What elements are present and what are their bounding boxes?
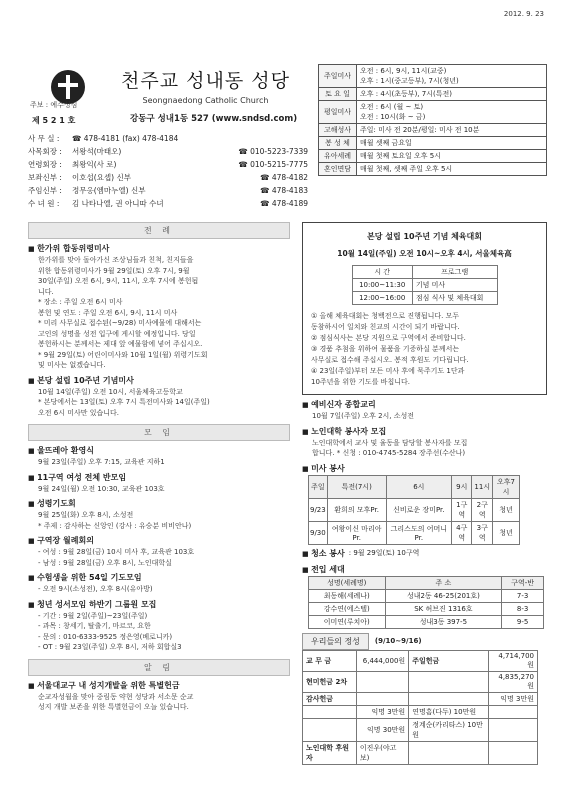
staff-label: 연령회장 : <box>28 160 62 169</box>
notice-title: ■ 예비신자 종합교리 <box>302 399 547 411</box>
notice-title: ■ 성령기도회 <box>28 498 290 510</box>
staff-name: 정무옹(엠마누엘) 신부 <box>72 186 146 195</box>
notice-text: 10월 14일(주일) 오전 10시, 서울체육고등학교 <box>38 387 183 396</box>
move-in-header-row <box>309 576 544 589</box>
staff-row <box>28 171 308 184</box>
event-title: 본당 설립 10주년 기념 체육대회 <box>366 232 482 241</box>
issue-date: 2012. 9. 23 <box>503 10 544 18</box>
notice-text: - OT : 9월 23일(주일) 오후 8시, 저하 회합실3 <box>38 643 182 651</box>
move-in-cell: 8-3 <box>502 602 544 615</box>
finance-cell: 익명 30만원 <box>356 718 408 741</box>
move-in-cell: 성내3동 397-5 <box>385 615 502 628</box>
notice-text: 위한 합동위령미사가 9월 29일(토) 오후 7시, 9월 <box>38 266 190 275</box>
move-in-cell: 성내2동 46-25(201호) <box>385 589 502 602</box>
notice-title: ■ 11구역 여성 전체 반모임 <box>28 472 290 484</box>
notice-text: * 미리 사무실로 접수된(~9/28) 미사예물에 대해서는 <box>38 319 202 327</box>
finance-cell <box>356 692 408 705</box>
staff-row <box>28 197 308 210</box>
finance-cell: 현미헌금 2차 <box>303 671 357 692</box>
move-in-row <box>309 589 544 602</box>
notice-title: ■ 울뜨레아 환영식 <box>28 445 290 457</box>
schedule-row <box>319 150 547 163</box>
finance-period: (9/10~9/16) <box>374 637 422 645</box>
event-note-line: ④ 23일(주일)부터 모든 미사 후에 묵주기도 1단과 <box>311 367 465 375</box>
schedule-value: 오전 : 6시 (월 ~ 토) 오전 : 10시(화 ~ 금) <box>357 101 547 124</box>
mass-service-header-cell: 오후7시 <box>493 475 520 498</box>
notice-text: * 9월 29일(토) 어린이미사와 10월 1일(월) 위령기도회 <box>38 350 208 359</box>
finance-cell: 4,835,270원 <box>489 671 538 692</box>
finance-row <box>303 705 538 718</box>
notice-text: - 과목 : 창세기, 탈출기, 마르코, 요한 <box>38 622 151 630</box>
schedule-row <box>319 137 547 150</box>
schedule-key: 주일미사 <box>319 65 357 88</box>
notice-title: ■ 한가위 합동위령미사 <box>28 243 290 255</box>
notice-title: ■ 청년 성서모임 하반기 그룹원 모집 <box>28 599 290 611</box>
finance-cell <box>356 671 408 692</box>
staff-label: 보좌신부 : <box>28 173 62 182</box>
mass-service-cell: 그리스도의 어머니Pr. <box>386 521 451 544</box>
staff-phone <box>228 132 308 145</box>
move-in-row <box>309 615 544 628</box>
church-english-name: Seongnaedong Catholic Church <box>142 96 269 105</box>
program-header-row <box>352 266 497 279</box>
mass-service-cell: 1구역 <box>452 498 472 521</box>
staff-phone: ☎ 478-4183 <box>260 186 308 195</box>
notice-title: ■ 수험생을 위한 54일 기도모임 <box>28 572 290 584</box>
finance-cell <box>489 705 538 718</box>
staff-row <box>28 132 308 145</box>
move-in-heading: ■ 전입 세대 <box>302 564 547 576</box>
schedule-value: 매월 첫째 토요일 오후 5시 <box>357 150 547 163</box>
event-notes <box>303 305 546 394</box>
finance-cell: 익명 3만원 <box>356 705 408 718</box>
mass-service-header-cell: 11시 <box>472 475 493 498</box>
schedule-value: 오후 : 4시(초등부), 7시(특전) <box>357 88 547 101</box>
notice-title: ■ 본당 설립 10주년 기념미사 <box>28 375 290 387</box>
staff-phone: ☎ 010-5223-7339 <box>238 147 308 156</box>
program-header-cell: 시 간 <box>352 266 412 279</box>
notice-text: 9월 25일(화) 오후 8시, 소성전 <box>38 511 134 519</box>
schedule-row <box>319 124 547 137</box>
schedule-key: 평일미사 <box>319 101 357 124</box>
finance-cell: 익명 3만원 <box>489 692 538 705</box>
mass-service-row <box>309 498 520 521</box>
section-header-notices: 알 림 <box>28 659 290 676</box>
notice-text: 순교자성월을 맞아 중림동 약현 성당과 서소문 순교 <box>38 692 194 701</box>
mass-service-header-cell: 특전(7시) <box>327 475 386 498</box>
schedule-key: 고해성사 <box>319 124 357 137</box>
left-column <box>28 222 290 713</box>
right-column <box>302 222 547 765</box>
notice-text: - 여성 : 9월 28일(금) 10시 미사 후, 교육관 103호 <box>38 548 195 556</box>
notice-text: - 오전 9시(소성전), 오후 8시(유아방) <box>38 585 153 593</box>
section-header-meetings: 모 임 <box>28 424 290 441</box>
finance-cell: 주일헌금 <box>409 650 489 671</box>
event-note-line: ② 점심식사는 본당 지원으로 구역에서 준비합니다. <box>311 334 466 342</box>
notice-text: - 문의 : 010-6333-9525 정은영(베로니카) <box>38 632 173 641</box>
mass-service-heading: ■ 미사 봉사 <box>302 463 547 475</box>
notice-text: - 기간 : 9월 2일(주일)~23일(주일) <box>38 611 148 620</box>
schedule-row <box>319 65 547 88</box>
finance-cell: 4,714,700원 <box>489 650 538 671</box>
finance-cell <box>303 718 357 741</box>
finance-cell <box>489 718 538 741</box>
move-in-header-cell: 구역-반 <box>502 576 544 589</box>
move-in-cell: 최동해(세례나) <box>309 589 386 602</box>
program-time: 12:00~16:00 <box>352 292 412 305</box>
schedule-value: 주일: 미사 전 20분/평일: 미사 전 10분 <box>357 124 547 137</box>
mass-service-header-cell: 9시 <box>452 475 472 498</box>
staff-phone: ☎ 478-4182 <box>260 173 308 182</box>
staff-row <box>28 145 308 158</box>
schedule-value: 매월 셋째 금요일 <box>357 137 547 150</box>
finance-row <box>303 650 538 671</box>
schedule-key: 토 요 일 <box>319 88 357 101</box>
notice-text: * 본당에서는 13일(토) 오후 7시 특전미사와 14일(주일) <box>38 398 210 406</box>
finance-table <box>302 650 538 765</box>
schedule-row <box>319 88 547 101</box>
move-in-cell: 강수연(에스텔) <box>309 602 386 615</box>
move-in-cell: 7-3 <box>502 589 544 602</box>
program-row <box>352 292 497 305</box>
mass-schedule-table <box>318 64 547 176</box>
church-cross-logo-icon <box>51 70 85 104</box>
mass-service-cell: 여왕이신 마리아Pr. <box>327 521 386 544</box>
schedule-row <box>319 163 547 176</box>
schedule-key: 유아세례 <box>319 150 357 163</box>
notice-title: ■ 구역장 월례회의 <box>28 535 290 547</box>
staff-name: 김 나타나엘, 권 아니따 수녀 <box>72 199 164 208</box>
finance-cell: 교 무 금 <box>303 650 357 671</box>
issue-number: 제 5 2 1 호 <box>32 116 76 125</box>
finance-row <box>303 671 538 692</box>
notice-text: 성지 개발 보존을 위한 특별헌금이 오늘 있습니다. <box>38 703 189 711</box>
section-header-liturgy: 전 례 <box>28 222 290 239</box>
move-in-cell: 9-5 <box>502 615 544 628</box>
notice-title: ■ 노인대학 봉사자 모집 <box>302 426 547 438</box>
notice-text: 9월 24일(월) 오전 10:30, 교육관 103호 <box>38 484 165 493</box>
staff-row <box>28 184 308 197</box>
finance-cell <box>303 705 357 718</box>
notice-text: 30일(주일) 오전 6시, 9시, 11시, 오후 7시에 봉헌됩 <box>38 277 199 285</box>
finance-label: 우리들의 정성 <box>302 633 369 650</box>
schedule-value: 매월 첫째, 셋째 주일 오후 5시 <box>357 163 547 176</box>
mass-service-header-cell: 6시 <box>386 475 451 498</box>
move-in-row <box>309 602 544 615</box>
staff-label: 수 녀 원 : <box>28 199 60 208</box>
event-note-line: ③ 경품 추첨을 위하여 물품을 기증하실 분께서는 <box>311 345 460 353</box>
patron-label: 주보 : 예수성심 <box>30 101 78 109</box>
finance-cell <box>409 692 489 705</box>
staff-name: ☎ 478-4181 (fax) 478-4184 <box>72 134 179 143</box>
mass-service-cell: 9/30 <box>309 521 328 544</box>
mass-service-header-row <box>309 475 520 498</box>
program-name: 점심 식사 및 체육대회 <box>412 292 497 305</box>
staff-row <box>28 158 308 171</box>
staff-label: 사 무 실 : <box>28 134 60 143</box>
finance-cell <box>489 741 538 764</box>
cleaning-heading: ■ 청소 봉사 <box>302 548 345 560</box>
move-in-table <box>308 576 544 629</box>
finance-cell: 연명흠(다두) 10만원 <box>409 705 489 718</box>
finance-cell <box>409 741 489 764</box>
notice-text: 봉헌 및 연도 : 주일 오전 6시, 9시, 11시 미사 <box>38 308 178 317</box>
notice-text: 한가위를 맞아 돌아가신 조상님들과 친척, 친지들을 <box>38 256 194 264</box>
event-program-table <box>352 265 498 305</box>
finance-row <box>303 741 538 764</box>
notice-text: 및 미사는 없겠습니다. <box>38 361 106 369</box>
church-address: 강동구 성내1동 527 (www.sndsd.com) <box>130 114 298 124</box>
finance-row <box>303 692 538 705</box>
cleaning-text: : 9월 29일(토) 10구역 <box>348 548 420 557</box>
notice-title: ■ 서울대교구 내 성지개발을 위한 특별헌금 <box>28 680 290 692</box>
staff-name: 이호섭(요셉) 신부 <box>72 173 131 182</box>
finance-cell: 감사헌금 <box>303 692 357 705</box>
program-header-cell: 프로그램 <box>412 266 497 279</box>
event-note-line: ① 올해 체육대회는 청백전으로 진행됩니다. 모두 <box>311 312 460 320</box>
notice-text: 합니다. * 신청 : 010-4745-5284 장주선(수산나) <box>312 449 466 457</box>
event-note-line: 10주년을 위한 기도를 바칩니다. <box>311 378 410 386</box>
staff-name: 최왕익(사 로) <box>72 160 117 169</box>
notice-text: 노인대학에서 교사 및 율동을 담당할 봉사자를 모집 <box>312 438 468 447</box>
mass-service-cell: 3구역 <box>472 521 493 544</box>
notice-text: 봉헌하시는 분께서는 제대 앞 예물함에 넣어 주십시오. <box>38 340 203 348</box>
notice-text: 오전 6시 미사만 있습니다. <box>38 408 119 417</box>
schedule-key: 혼인면담 <box>319 163 357 176</box>
notice-text: * 장소 : 주일 오전 6시 미사 <box>38 298 123 306</box>
move-in-cell: 이미연(루치아) <box>309 615 386 628</box>
notice-text: 9월 23일(주일) 오후 7:15, 교육관 지하1 <box>38 458 165 466</box>
finance-cell <box>409 671 489 692</box>
move-in-cell: SK 허브진 1316호 <box>385 602 502 615</box>
event-subtitle: 10월 14일(주일) 오전 10시~오후 4시, 서울체육高 <box>337 249 512 258</box>
notice-text: 니다. <box>38 287 54 296</box>
finance-cell: 이진우(야고보) <box>356 741 408 764</box>
mass-service-cell: 신비로운 장미Pr. <box>386 498 451 521</box>
finance-cell: 6,444,000원 <box>356 650 408 671</box>
staff-name: 서왕석(마태오) <box>72 147 122 156</box>
mass-service-cell: 9/23 <box>309 498 328 521</box>
church-title: 천주교 성내동 성당 <box>121 70 290 92</box>
move-in-header-cell: 주 소 <box>385 576 502 589</box>
finance-cell: 정계순(카리타스) 10만원 <box>409 718 489 741</box>
mass-service-cell: 청년 <box>493 498 520 521</box>
finance-row <box>303 718 538 741</box>
mass-service-cell: 4구역 <box>452 521 472 544</box>
schedule-key: 봉 성 체 <box>319 137 357 150</box>
event-note-line: 동참하시어 일치와 친교의 시간이 되기 바랍니다. <box>311 323 460 331</box>
notice-text: * 주제 : 감사하는 신앙인 (강사 : 유승분 비비안나) <box>38 521 192 530</box>
mass-service-header-cell: 주일 <box>309 475 328 498</box>
staff-label: 사목회장 : <box>28 147 62 156</box>
mass-service-cell: 청년 <box>493 521 520 544</box>
finance-cell: 노인대학 후원자 <box>303 741 357 764</box>
mass-service-row <box>309 521 520 544</box>
event-note-line: 사무실로 접수해 주십시오. 봉적 후원도 기다립니다. <box>311 356 469 364</box>
notice-text: - 남성 : 9월 28일(금) 오후 8시, 노인대학실 <box>38 558 172 567</box>
schedule-row <box>319 101 547 124</box>
staff-directory <box>28 132 308 210</box>
mass-service-cell: 환희의 모후Pr. <box>327 498 386 521</box>
schedule-value: 오전 : 6시, 9시, 11시(교중) 오후 : 1시(중고등부), 7시(청년) <box>357 65 547 88</box>
staff-phone: ☎ 010-5215-7775 <box>238 160 308 169</box>
notice-text: 고인의 성명을 성전 입구에 게시할 예정입니다. 당일 <box>38 329 196 338</box>
program-name: 기념 미사 <box>412 279 497 292</box>
staff-phone: ☎ 478-4189 <box>260 199 308 208</box>
mass-service-cell: 2구역 <box>472 498 493 521</box>
notice-text: 10월 7일(주일) 오후 2시, 소성전 <box>312 412 415 420</box>
program-time: 10:00~11:30 <box>352 279 412 292</box>
move-in-header-cell: 성명(세례명) <box>309 576 386 589</box>
program-row <box>352 279 497 292</box>
mass-service-table <box>308 475 520 545</box>
sports-event-box <box>302 222 547 395</box>
staff-label: 주임신부 : <box>28 186 62 195</box>
